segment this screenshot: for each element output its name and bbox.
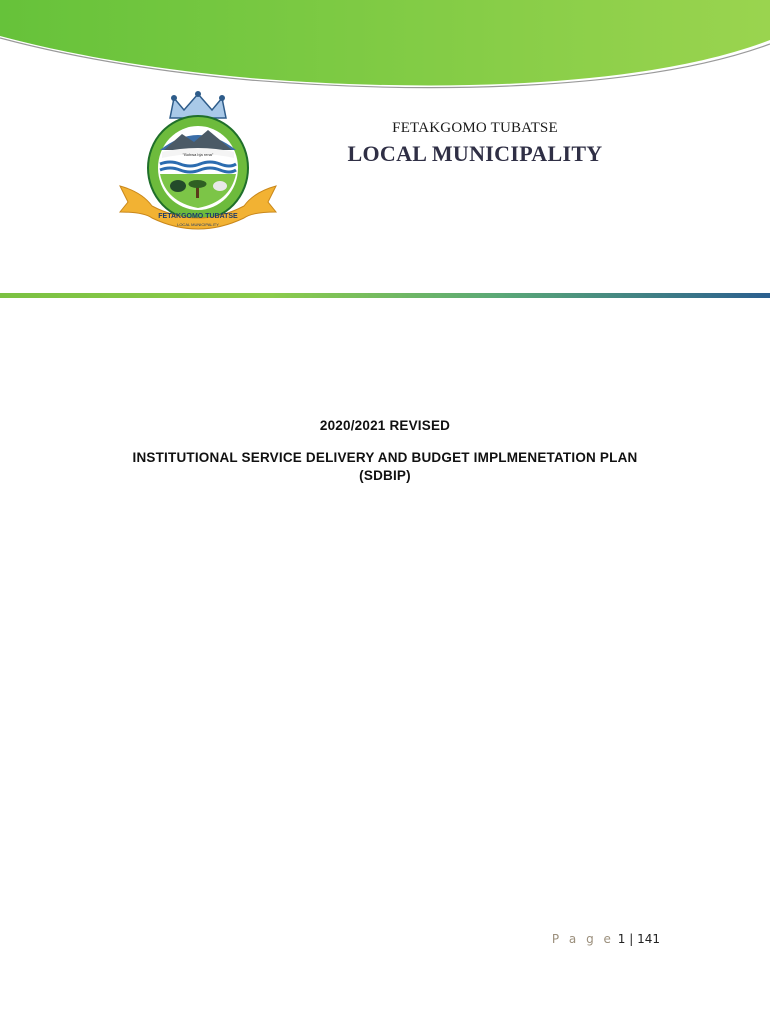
crown-icon bbox=[170, 91, 226, 118]
svg-text:"Bohwa bja rena": "Bohwa bja rena" bbox=[182, 152, 214, 157]
svg-text:FETAKGOMO TUBATSE: FETAKGOMO TUBATSE bbox=[158, 213, 238, 220]
page-separator: | bbox=[629, 932, 634, 946]
total-pages: 141 bbox=[637, 932, 660, 946]
page-number: 1 bbox=[617, 932, 626, 946]
document-title bbox=[60, 449, 710, 485]
page-label: P a g e bbox=[551, 932, 614, 946]
municipality-name: FETAKGOMO TUBATSE bbox=[392, 120, 558, 136]
document-title-line-1: INSTITUTIONAL SERVICE DELIVERY AND BUDGET IMPLMENETATION PLAN bbox=[132, 450, 638, 465]
document-title-line-2: (SDBIP) bbox=[359, 468, 411, 483]
municipal-crest-logo bbox=[112, 90, 284, 240]
municipality-name-block bbox=[330, 120, 620, 167]
page-footer bbox=[470, 932, 660, 946]
header-divider bbox=[0, 293, 770, 298]
svg-text:LOCAL MUNICIPALITY: LOCAL MUNICIPALITY bbox=[177, 222, 219, 227]
document-title-block bbox=[60, 418, 710, 485]
header-wave bbox=[0, 0, 770, 100]
municipality-type: LOCAL MUNICIPALITY bbox=[347, 141, 603, 166]
document-year: 2020/2021 REVISED bbox=[319, 418, 451, 433]
